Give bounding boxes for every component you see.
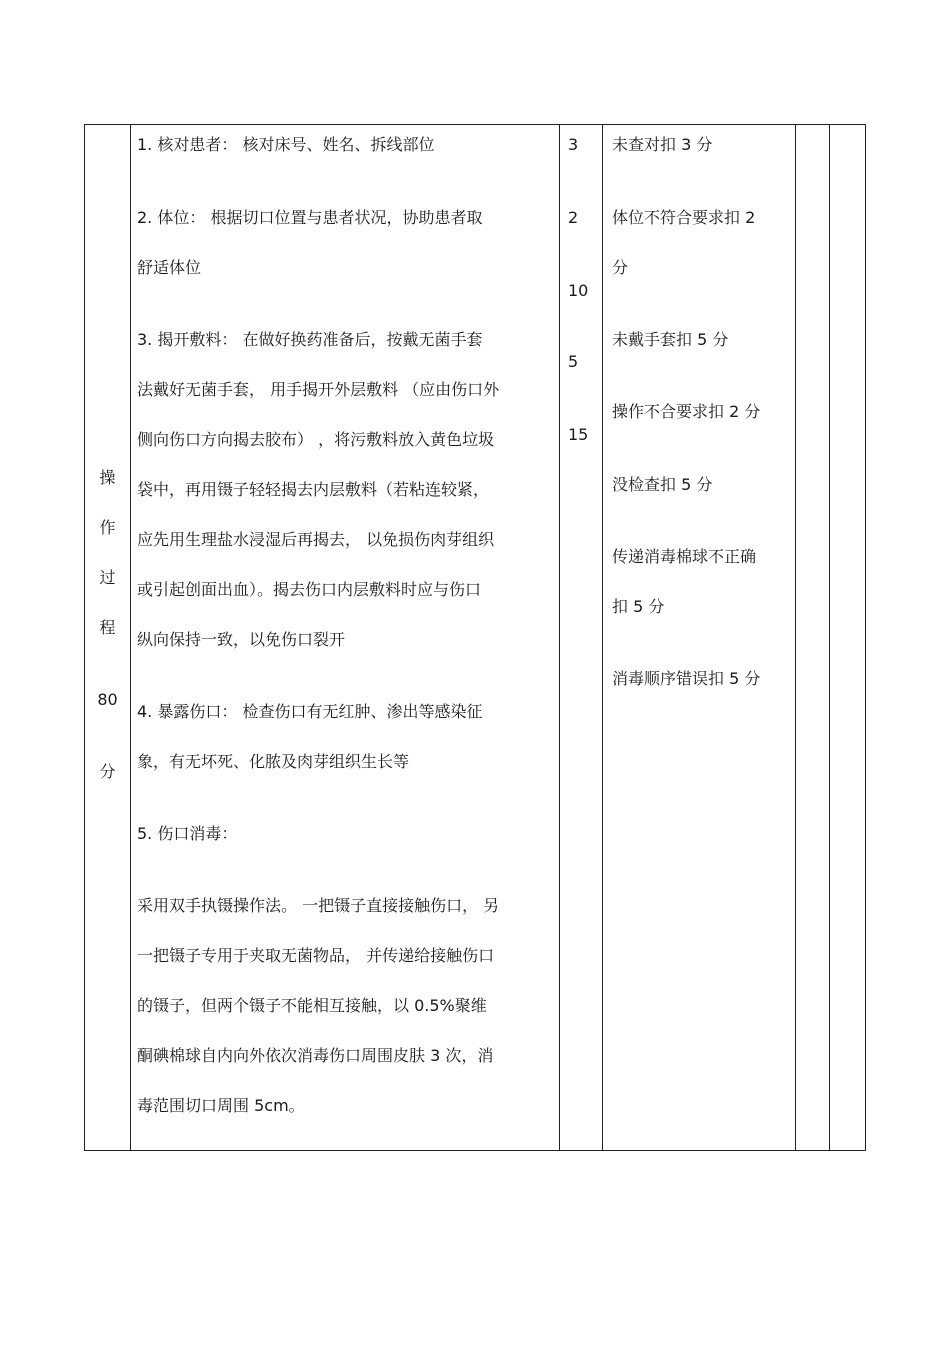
score-value: 2 <box>568 208 579 227</box>
category-char: 作 <box>99 518 116 537</box>
content-line: 应先用生理盐水浸湿后再揭去， 以免损伤肉芽组织 <box>137 530 495 549</box>
content-line: 或引起创面出血）。揭去伤口内层敷料时应与伤口 <box>137 580 482 599</box>
content-line: 毒范围切口周围 5cm。 <box>137 1096 305 1115</box>
column-divider <box>829 125 830 1150</box>
deduction-line: 分 <box>612 258 629 277</box>
content-line: 舒适体位 <box>137 258 202 277</box>
content-line: 3. 揭开敷料： 在做好换药准备后，按戴无菌手套 <box>137 330 483 349</box>
content-line: 袋中，再用镊子轻轻揭去内层敷料（若粘连较紧， <box>137 480 490 499</box>
score-value: 15 <box>568 425 589 444</box>
content-line: 纵向保持一致，以免伤口裂开 <box>137 630 346 649</box>
procedure-table <box>84 124 866 1151</box>
deduction-line: 没检查扣 5 分 <box>612 475 713 494</box>
content-line: 侧向伤口方向揭去胶布） ，将污敷料放入黄色垃圾 <box>137 430 495 449</box>
score-value: 5 <box>568 352 579 371</box>
category-char: 操 <box>99 468 116 487</box>
deduction-line: 操作不合要求扣 2 分 <box>612 402 761 421</box>
content-line: 5. 伤口消毒： <box>137 824 238 843</box>
content-line: 酮碘棉球自内向外依次消毒伤口周围皮肤 3 次，消 <box>137 1046 494 1065</box>
content-line: 2. 体位： 根据切口位置与患者状况，协助患者取 <box>137 208 483 227</box>
category-char: 程 <box>99 618 116 637</box>
deduction-line: 传递消毒棉球不正确 <box>612 547 757 566</box>
score-value: 3 <box>568 135 579 154</box>
deduction-line: 消毒顺序错误扣 5 分 <box>612 669 761 688</box>
content-line: 象，有无坏死、化脓及肉芽组织生长等 <box>137 752 410 771</box>
column-divider <box>795 125 796 1150</box>
content-line: 一把镊子专用于夹取无菌物品， 并传递给接触伤口 <box>137 946 495 965</box>
deduction-line: 体位不符合要求扣 2 <box>612 208 756 227</box>
category-char: 分 <box>99 762 116 781</box>
score-value: 10 <box>568 281 589 300</box>
column-divider <box>602 125 603 1150</box>
content-line: 1. 核对患者： 核对床号、姓名、拆线部位 <box>137 135 435 154</box>
column-divider <box>559 125 560 1150</box>
category-char: 过 <box>99 568 116 587</box>
deduction-line: 未查对扣 3 分 <box>612 135 713 154</box>
content-line: 采用双手执镊操作法。 一把镊子直接接触伤口， 另 <box>137 896 500 915</box>
content-line: 法戴好无菌手套， 用手揭开外层敷料 （应由伤口外 <box>137 380 500 399</box>
content-line: 的镊子，但两个镊子不能相互接触，以 0.5%聚维 <box>137 996 487 1015</box>
column-divider <box>130 125 131 1150</box>
deduction-line: 未戴手套扣 5 分 <box>612 330 729 349</box>
category-score: 80 <box>97 690 118 709</box>
deduction-line: 扣 5 分 <box>612 597 665 616</box>
content-line: 4. 暴露伤口： 检查伤口有无红肿、渗出等感染征 <box>137 702 483 721</box>
